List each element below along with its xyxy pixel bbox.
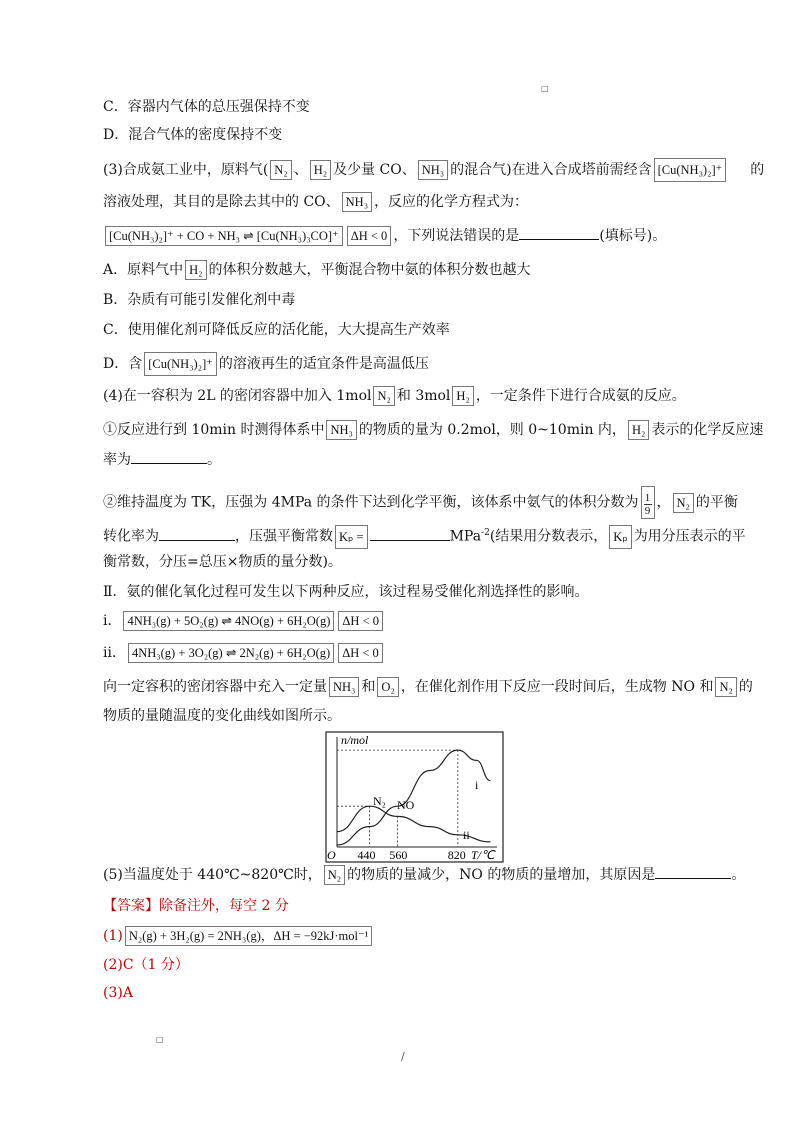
q3-line-2: 溶液处理，其目的是除去其中的 CO、 NH₃ ，反应的化学方程式为： bbox=[103, 194, 529, 210]
x-axis-label: T/℃ bbox=[471, 848, 495, 862]
corner-mark-top: □ bbox=[541, 84, 549, 93]
graph-intro-line-2: 物质的量随温度的变化曲线如图所示。 bbox=[103, 708, 341, 724]
footer-slash: / bbox=[401, 1050, 405, 1063]
answer-blank bbox=[519, 225, 599, 240]
origin-label: O bbox=[327, 848, 336, 862]
x-tick-440: 440 bbox=[357, 848, 376, 862]
formula-nh3: NH₃ bbox=[418, 160, 448, 180]
formula-cu-complex: [Cu(NH₃)₂]⁺ bbox=[654, 158, 727, 182]
answer-blank bbox=[370, 526, 450, 541]
formula-cu-complex: [Cu(NH₃)₂]⁺ bbox=[144, 352, 217, 376]
formula-delta-h: ΔH < 0 bbox=[338, 643, 383, 663]
equation-reaction-i: 4NH₃(g) + 5O₂(g) ⇌ 4NO(g) + 6H₂O(g) bbox=[123, 611, 334, 631]
option-a: A．原料气中 H₂ 的体积分数越大，平衡混合物中氨的体积分数也越大 bbox=[103, 262, 531, 278]
x-tick-560: 560 bbox=[389, 848, 408, 862]
equation-reaction-ii: 4NH₃(g) + 3O₂(g) ⇌ 2N₂(g) + 6H₂O(g) bbox=[128, 643, 334, 663]
formula-o2: O₂ bbox=[377, 677, 398, 697]
formula-n2: N₂ bbox=[715, 677, 736, 697]
formula-kp: Kₚ = bbox=[335, 525, 368, 549]
answer-blank bbox=[159, 526, 235, 541]
part-ii-intro: Ⅱ．氨的催化氧化过程可发生以下两种反应，该过程易受催化剂选择性的影响。 bbox=[103, 584, 589, 600]
q3-line-3: [Cu(NH₃)₂]⁺ + CO + NH₃ ⇌ [Cu(NH₃)₃CO]⁺ ΔH < 0 ，下列说法错误的是 (填标号)。 bbox=[103, 225, 666, 246]
answer-2: (2)C（1 分） bbox=[103, 957, 189, 973]
chart-frame bbox=[326, 732, 503, 862]
formula-nh3: NH₃ bbox=[329, 677, 359, 697]
fraction-box: $\frac{1}{9}$ bbox=[641, 486, 655, 519]
q4-2-line-3: 衡常数，分压=总压×物质的量分数)。 bbox=[103, 554, 342, 570]
q5: (5)当温度处于 440℃~820℃时， N₂ 的物质的量减少，NO 的物质的量增加，其原因是 。 bbox=[103, 864, 745, 885]
answer-3: (3)A bbox=[103, 985, 133, 1001]
q4-line-1: (4)在一容积为 2L 的密闭容器中加入 1mol N₂ 和 3mol H₂ ，一定条件下进行合成氨的反应。 bbox=[103, 388, 686, 404]
x-tick-820: 820 bbox=[447, 848, 466, 862]
curve-label-ii: ii bbox=[463, 828, 470, 842]
formula-delta-h: ΔH < 0 bbox=[338, 611, 383, 631]
q4-2-line-2: 转化率为 ，压强平衡常数 Kₚ = MPa$^{-2}$(结果用分数表示， Kₚ 为用分压表示的平 bbox=[103, 523, 746, 549]
series-label-n2: N₂ bbox=[373, 794, 386, 808]
reaction-ii: ⅱ． 4NH₃(g) + 3O₂(g) ⇌ 2N₂(g) + 6H₂O(g) ΔH < 0 bbox=[103, 643, 385, 663]
q4-2-line-1: ②维持温度为 TK，压强为 4MPa 的条件下达到化学平衡，该体系中氨气的体积分数为 $\frac{1}{9}$ ， N₂ 的平衡 bbox=[103, 486, 738, 519]
corner-mark-bottom: □ bbox=[156, 1035, 164, 1044]
formula-delta-h: ΔH < 0 bbox=[347, 226, 392, 246]
formula-n2: N₂ bbox=[673, 493, 694, 513]
formula-kp: Kₚ bbox=[609, 525, 631, 549]
formula-n2: N₂ bbox=[324, 865, 345, 885]
option-d-2: D．含 [Cu(NH₃)₂]⁺ 的溶液再生的适宜条件是高温低压 bbox=[103, 352, 429, 376]
graph-intro-line-1: 向一定容积的密闭容器中充入一定量 NH₃ 和 O₂ ，在催化剂作用下反应一段时间后，生成物 NO 和 N₂ 的 bbox=[103, 679, 753, 695]
option-c: C．容器内气体的总压强保持不变 bbox=[103, 99, 310, 115]
equation-cu-complex: [Cu(NH₃)₂]⁺ + CO + NH₃ ⇌ [Cu(NH₃)₃CO]⁺ bbox=[105, 226, 343, 246]
q3-line-1: (3)合成氨工业中，原料气( N₂ 、 H₂ 及少量 CO、 NH₃ 的混合气)在进入合成塔前需经含 [Cu(NH₃)₂]⁺ 的 bbox=[103, 158, 764, 182]
formula-h2: H₂ bbox=[452, 386, 473, 406]
formula-nh3: NH₃ bbox=[342, 192, 372, 212]
equation-answer-1: N₂(g) + 3H₂(g) = 2NH₃(g)，ΔH = −92kJ·mol⁻¹ bbox=[125, 926, 373, 946]
q4-1-line-2: 率为 。 bbox=[103, 449, 221, 470]
formula-nh3: NH₃ bbox=[326, 420, 356, 440]
formula-n2: N₂ bbox=[373, 386, 394, 406]
option-b: B．杂质有可能引发催化剂中毒 bbox=[103, 292, 296, 308]
formula-n2: N₂ bbox=[270, 160, 291, 180]
temperature-chart bbox=[325, 731, 505, 865]
formula-h2: H₂ bbox=[185, 260, 206, 280]
formula-h2: H₂ bbox=[628, 420, 649, 440]
option-d: D．混合气体的密度保持不变 bbox=[103, 127, 283, 143]
reaction-i: ⅰ． 4NH₃(g) + 5O₂(g) ⇌ 4NO(g) + 6H₂O(g) ΔH < 0 bbox=[103, 611, 385, 631]
answer-header: 【答案】除备注外，每空 2 分 bbox=[103, 898, 289, 914]
q4-1-line-1: ①反应进行到 10min 时测得体系中 NH₃ 的物质的量为 0.2mol，则 0~10min 内， H₂ 表示的化学反应速 bbox=[103, 422, 764, 438]
series-label-no: NO bbox=[397, 798, 415, 812]
y-axis-label: n/mol bbox=[341, 733, 369, 747]
answer-blank bbox=[655, 864, 731, 879]
curve-label-i: i bbox=[475, 778, 479, 792]
answer-blank bbox=[131, 449, 207, 464]
option-c-2: C．使用催化剂可降低反应的活化能，大大提高生产效率 bbox=[103, 322, 450, 338]
formula-h2: H₂ bbox=[310, 160, 331, 180]
answer-1: (1) N₂(g) + 3H₂(g) = 2NH₃(g)，ΔH = −92kJ·mol⁻¹ bbox=[103, 926, 374, 946]
